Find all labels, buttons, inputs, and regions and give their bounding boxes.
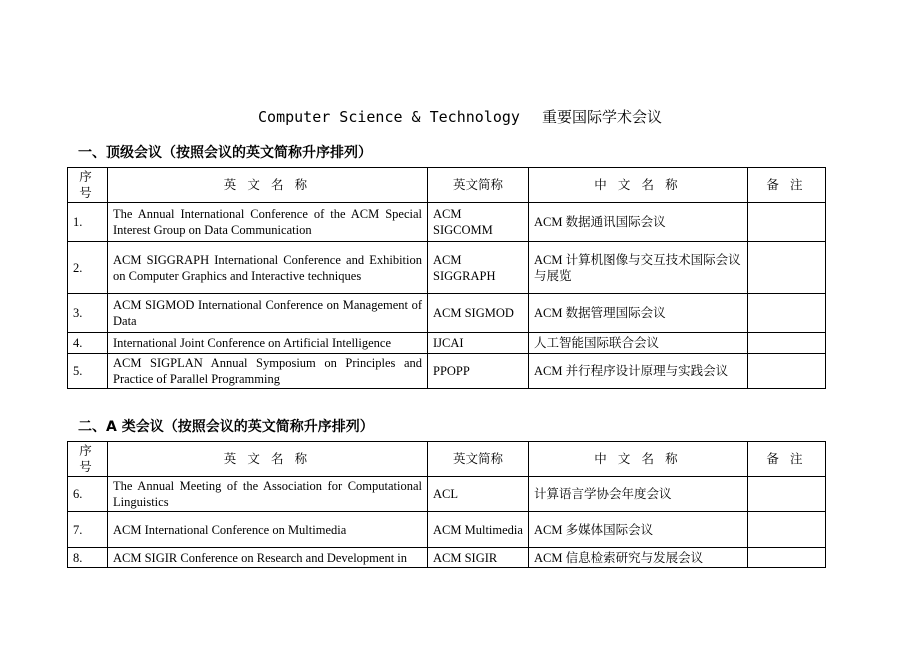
header-name-cn: 中 文 名 称: [529, 442, 748, 477]
row-name-cn: 计算语言学协会年度会议: [529, 477, 748, 512]
row-name-en: ACM International Conference on Multimedia: [108, 512, 428, 548]
row-remark: [748, 294, 826, 333]
table-header-row: [68, 442, 826, 477]
header-name-en: 英 文 名 称: [108, 168, 428, 203]
document-title: [0, 106, 920, 127]
table-row: [68, 354, 826, 389]
row-abbr: ACM SIGGRAPH: [428, 242, 529, 294]
header-num: 序号: [68, 442, 108, 477]
row-abbr: ACL: [428, 477, 529, 512]
header-abbr: 英文简称: [428, 168, 529, 203]
row-num: 2.: [68, 242, 108, 294]
table-row: [68, 512, 826, 548]
row-name-en: ACM SIGMOD International Conference on Management of Data: [108, 294, 428, 333]
header-abbr: 英文简称: [428, 442, 529, 477]
row-name-cn: 人工智能国际联合会议: [529, 333, 748, 354]
top-conferences-table: [67, 167, 826, 389]
row-abbr: PPOPP: [428, 354, 529, 389]
row-name-cn: ACM 数据通讯国际会议: [529, 203, 748, 242]
table-row: [68, 333, 826, 354]
document-title-cn: 重要国际学术会议: [541, 108, 662, 126]
row-name-en: ACM SIGGRAPH International Conference and Exhibition on Computer Graphics and Interactive techniques: [108, 242, 428, 294]
row-num: 1.: [68, 203, 108, 242]
table-header-row: [68, 168, 826, 203]
section-heading-top-conferences: 一、顶级会议（按照会议的英文简称升序排列）: [78, 145, 372, 161]
row-remark: [748, 477, 826, 512]
header-num: 序号: [68, 168, 108, 203]
row-name-cn: ACM 数据管理国际会议: [529, 294, 748, 333]
row-name-en: ACM SIGPLAN Annual Symposium on Principles and Practice of Parallel Programming: [108, 354, 428, 389]
row-remark: [748, 203, 826, 242]
row-name-cn: ACM 多媒体国际会议: [529, 512, 748, 548]
header-name-en: 英 文 名 称: [108, 442, 428, 477]
row-num: 7.: [68, 512, 108, 548]
header-remark: 备 注: [748, 168, 826, 203]
row-name-cn: ACM 信息检索研究与发展会议: [529, 548, 748, 568]
row-num: 4.: [68, 333, 108, 354]
row-remark: [748, 354, 826, 389]
section-heading-a-class-conferences: 二、A 类会议（按照会议的英文简称升序排列）: [78, 419, 374, 435]
table-row: [68, 203, 826, 242]
table-row: [68, 477, 826, 512]
row-abbr: ACM SIGCOMM: [428, 203, 529, 242]
row-abbr: IJCAI: [428, 333, 529, 354]
row-name-en: ACM SIGIR Conference on Research and Development in: [108, 548, 428, 568]
row-name-en: International Joint Conference on Artificial Intelligence: [108, 333, 428, 354]
row-num: 6.: [68, 477, 108, 512]
table-row: [68, 548, 826, 568]
row-remark: [748, 242, 826, 294]
row-remark: [748, 548, 826, 568]
document-title-en: Computer Science & Technology: [258, 108, 520, 126]
row-remark: [748, 333, 826, 354]
row-name-en: The Annual Meeting of the Association for Computational Linguistics: [108, 477, 428, 512]
header-remark: 备 注: [748, 442, 826, 477]
row-name-cn: ACM 计算机图像与交互技术国际会议与展览: [529, 242, 748, 294]
row-abbr: ACM SIGIR: [428, 548, 529, 568]
row-abbr: ACM Multimedia: [428, 512, 529, 548]
row-name-en: The Annual International Conference of the ACM Special Interest Group on Data Communication: [108, 203, 428, 242]
row-num: 8.: [68, 548, 108, 568]
table-row: [68, 294, 826, 333]
a-class-conferences-table: [67, 441, 826, 568]
row-num: 3.: [68, 294, 108, 333]
row-remark: [748, 512, 826, 548]
header-name-cn: 中 文 名 称: [529, 168, 748, 203]
table-row: [68, 242, 826, 294]
row-abbr: ACM SIGMOD: [428, 294, 529, 333]
row-num: 5.: [68, 354, 108, 389]
row-name-cn: ACM 并行程序设计原理与实践会议: [529, 354, 748, 389]
